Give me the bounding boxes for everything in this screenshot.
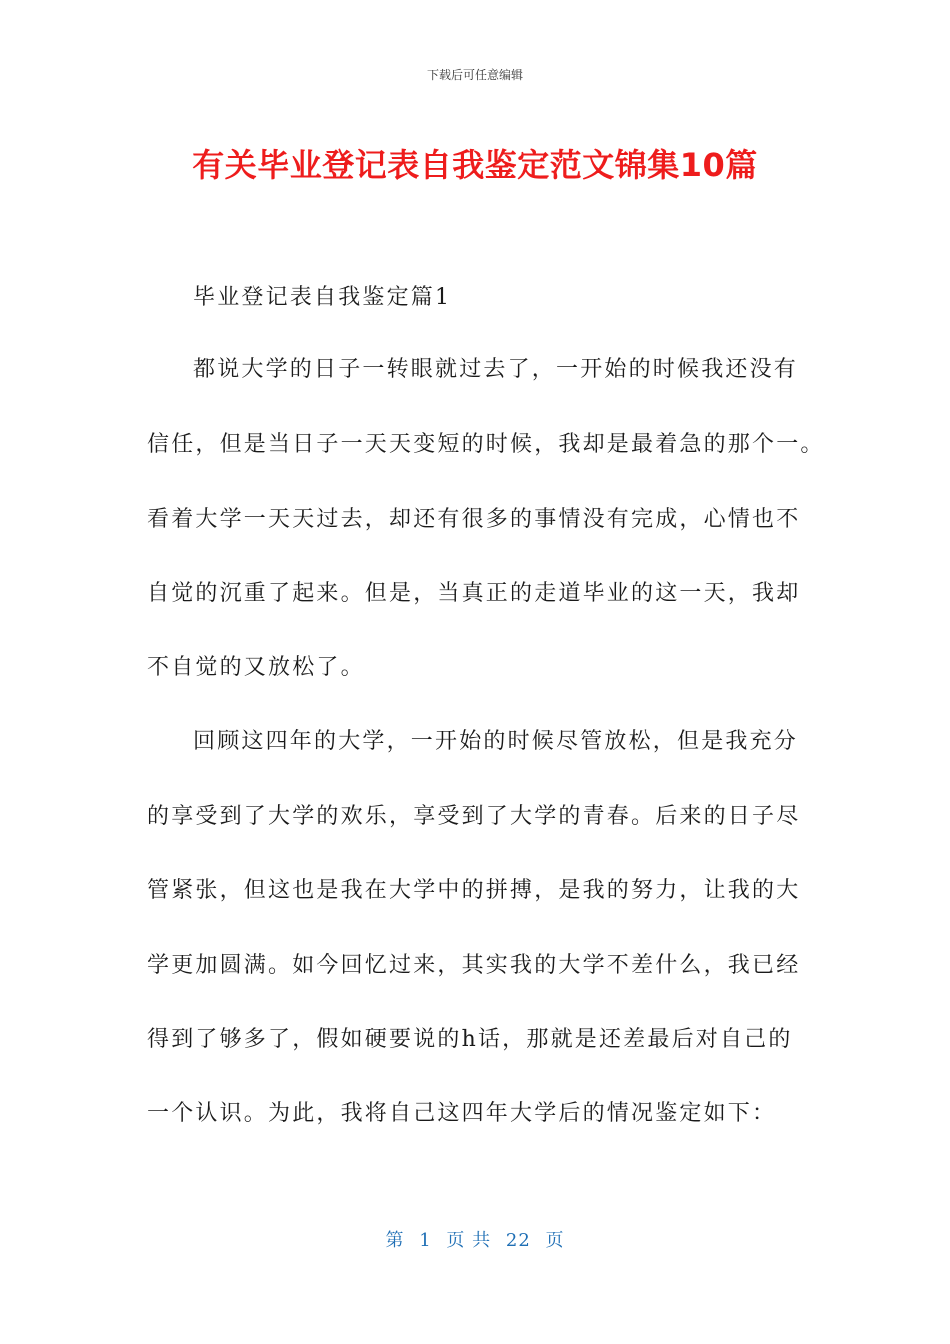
paragraph-line: 得到了够多了，假如硬要说的h话，那就是还差最后对自己的 [147, 1027, 793, 1052]
document-title: 有关毕业登记表自我鉴定范文锦集10篇 [192, 146, 758, 184]
paragraph-line: 的享受到了大学的欢乐，享受到了大学的青春。后来的日子尽 [147, 804, 801, 829]
page-label-suffix: 页 [545, 1230, 565, 1251]
paragraph-line: 学更加圆满。如今回忆过来，其实我的大学不差什么，我已经 [147, 953, 801, 978]
paragraph-line: 不自觉的又放松了。 [147, 655, 365, 680]
paragraph-line: 自觉的沉重了起来。但是，当真正的走道毕业的这一天，我却 [147, 581, 801, 606]
header-note: 下载后可任意编辑 [426, 68, 523, 82]
paragraph-line: 回顾这四年的大学，一开始的时候尽管放松，但是我充分 [193, 729, 799, 754]
page-label-mid: 页 共 [446, 1230, 492, 1251]
page-footer [0, 1226, 950, 1252]
paragraph-line: 看着大学一天天过去，却还有很多的事情没有完成，心情也不 [147, 507, 801, 532]
page-label-prefix: 第 [385, 1230, 405, 1251]
paragraph-line: 信任，但是当日子一天天变短的时候，我却是最着急的那个一。 [147, 432, 825, 457]
total-pages: 22 [505, 1230, 531, 1251]
paragraph-line: 一个认识。为此，我将自己这四年大学后的情况鉴定如下： [147, 1101, 777, 1126]
paragraph-line: 管紧张，但这也是我在大学中的拼搏，是我的努力，让我的大 [147, 878, 801, 903]
page-number: 1 [419, 1230, 432, 1251]
section-heading: 毕业登记表自我鉴定篇1 [193, 285, 452, 310]
paragraph-line: 都说大学的日子一转眼就过去了，一开始的时候我还没有 [193, 357, 799, 382]
